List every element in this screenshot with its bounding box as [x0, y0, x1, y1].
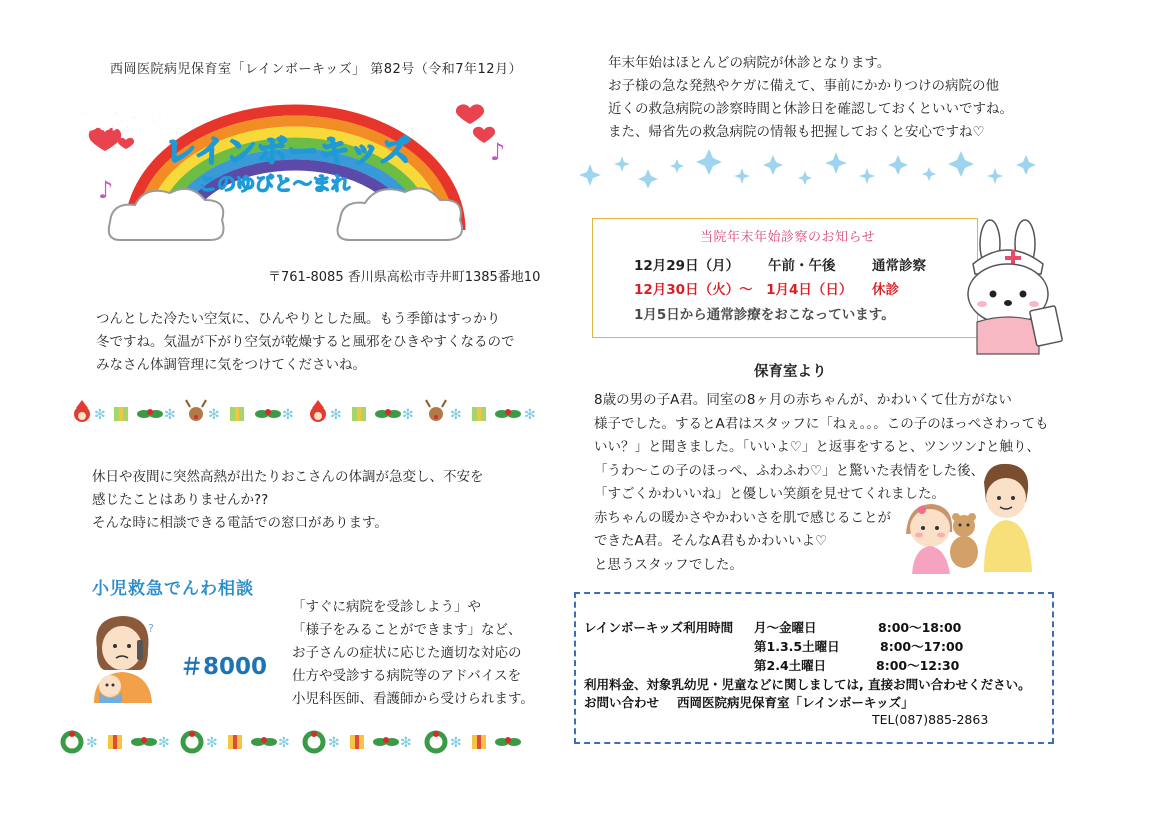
- notice-row2-status: 休診: [872, 282, 899, 298]
- hours-day-1: 月～金曜日: [754, 620, 817, 635]
- svg-text:✻: ✻: [86, 735, 98, 751]
- reindeer-icon: [186, 400, 206, 421]
- address: 〒761-8085 香川県高松市寺井町1385番地10: [268, 270, 541, 285]
- santa-icon: [74, 400, 90, 422]
- notice-row1-status: 通常診察: [872, 258, 926, 274]
- notice-row1-date: 12月29日（月）: [634, 258, 740, 274]
- tel-number: TEL(087)885-2863: [872, 712, 989, 727]
- story-line: 「すごくかわいいね」と優しい笑顔を見せてくれました。: [594, 486, 945, 502]
- story-line: いい？」と聞きました。「いいよ♡」と返事をすると、ツンツン♪と触り、: [594, 439, 1040, 455]
- hours-time-2: 8:00～17:00: [880, 639, 964, 654]
- svg-text:✻: ✻: [400, 735, 412, 751]
- wreath-garland: [60, 728, 540, 756]
- snowflake-icon: [164, 407, 176, 423]
- kyukyu-line: お子さんの症状に応じた適切な対応の: [292, 645, 522, 661]
- snowflake-icon: [158, 735, 170, 751]
- holiday-line: そんな時に相談できる電話での窓口があります。: [92, 515, 388, 531]
- wreath-icon: [183, 731, 201, 751]
- hours-label: レインボーキッズ利用時間: [584, 620, 734, 635]
- svg-text:✻: ✻: [402, 407, 414, 423]
- snowflake-icon: [450, 407, 462, 423]
- holly-icon: [495, 737, 521, 746]
- story-line: 様子でした。するとA君はスタッフに「ねぇ。。。この子のほっぺさわっても: [594, 415, 1049, 432]
- hoikushitsu-title: 保育室より: [754, 364, 827, 380]
- wreath-icon: [305, 731, 323, 751]
- contact-label: お問い合わせ: [584, 695, 660, 710]
- holly-icon: [131, 737, 157, 746]
- kyukyu-line: 仕方や受診する病院等のアドバイスを: [292, 668, 522, 684]
- kyukyu-paragraph: [292, 596, 542, 711]
- svg-text:♪: ♪: [98, 176, 114, 204]
- hours-time-3: 8:00～12:30: [876, 658, 960, 673]
- svg-text:?: ?: [148, 622, 154, 635]
- svg-text:✻: ✻: [158, 735, 170, 751]
- holly-icon: [375, 409, 401, 418]
- logo-small-text: 病児保育室: [70, 109, 170, 133]
- gift-icon: [228, 735, 242, 749]
- contact-name: 西岡医院病児保育室「レインボーキッズ」: [677, 695, 914, 710]
- nurse-bunny-icon: [955, 216, 1065, 356]
- kyukyu-line: 小児科医師、看護師から受けられます。: [292, 691, 534, 707]
- hours-day-3: 第2.4土曜日: [754, 658, 827, 673]
- reindeer-icon: [426, 400, 446, 421]
- kyukyu-line: 「すぐに病院を受診しよう」や: [292, 599, 481, 615]
- intro-line: つんとした冷たい空気に、ひんやりとした風。もう季節はすっかり: [96, 311, 501, 327]
- story-line: 赤ちゃんの暖かさやかわいさを肌で感じることが: [594, 509, 891, 526]
- holly-icon: [495, 409, 521, 418]
- sparkle-divider: [575, 148, 1055, 188]
- svg-text:✻: ✻: [282, 407, 294, 423]
- children-illustration: [900, 462, 1038, 574]
- number-8000: ＃8000: [180, 654, 268, 680]
- svg-text:✻: ✻: [330, 407, 342, 423]
- notice-row3: 1月5日から通常診療をおこなっています。: [634, 307, 895, 323]
- snowflake-icon: [450, 735, 462, 751]
- snowflake-icon: [94, 407, 106, 423]
- year-end-line: お子様の急な発熱やケガに備えて、事前にかかりつけの病院の他: [608, 78, 999, 94]
- intro-line: 冬ですね。気温が下がり空気が乾燥すると風邪をひきやすくなるので: [96, 334, 515, 350]
- snowflake-icon: [330, 407, 342, 423]
- svg-text:♪: ♪: [490, 138, 506, 166]
- svg-text:✻: ✻: [450, 735, 462, 751]
- snowflake-icon: [328, 735, 340, 751]
- gift-icon: [108, 735, 122, 749]
- svg-text:✻: ✻: [450, 407, 462, 423]
- wreath-icon: [63, 731, 81, 751]
- holiday-consult-paragraph: [92, 466, 552, 535]
- snowflake-icon: [206, 735, 218, 751]
- christmas-garland: [68, 398, 548, 426]
- gift-icon: [230, 407, 244, 421]
- svg-text:✻: ✻: [164, 407, 176, 423]
- svg-text:✻: ✻: [524, 407, 536, 423]
- svg-text:✻: ✻: [328, 735, 340, 751]
- gift-icon: [350, 735, 364, 749]
- snowflake-icon: [208, 407, 220, 423]
- logo-sub-text: このゆびと〜まれ: [198, 173, 351, 195]
- snowflake-icon: [402, 407, 414, 423]
- snowflake-icon: [86, 735, 98, 751]
- svg-text:✻: ✻: [206, 735, 218, 751]
- gift-icon: [472, 407, 486, 421]
- intro-paragraph: [96, 308, 556, 377]
- snowflake-icon: [278, 735, 290, 751]
- rainbow-logo: [60, 90, 530, 250]
- hours-day-2: 第1.3.5土曜日: [754, 639, 840, 654]
- snowflake-icon: [524, 407, 536, 423]
- notice-row1-time: 午前・午後: [768, 258, 836, 274]
- holiday-line: 休日や夜間に突然高熱が出たりおこさんの体調が急変し、不安を: [92, 469, 484, 485]
- snowflake-icon: [400, 735, 412, 751]
- year-end-paragraph: [608, 52, 1058, 144]
- story-line: 8歳の男の子A君。同室の8ヶ月の赤ちゃんが、かわいくて仕方がない: [594, 392, 1012, 408]
- story-line: と思うスタッフでした。: [594, 556, 743, 573]
- story-line: 「うわ～この子のほっぺ、ふわふわ♡」と驚いた表情をした後、: [594, 462, 985, 479]
- notice-row2-date: 12月30日（火）〜 1月4日（日）: [634, 282, 853, 298]
- holly-icon: [251, 737, 277, 746]
- kyukyu-title: 小児救急でんわ相談: [92, 579, 254, 599]
- svg-text:✻: ✻: [208, 407, 220, 423]
- issue-line: 西岡医院病児保育室「レインボーキッズ」 第82号（令和7年12月）: [110, 62, 523, 77]
- kyukyu-line: 「様子をみることができます」など、: [292, 622, 522, 638]
- intro-line: みなさん体調管理に気をつけてくださいね。: [96, 357, 366, 373]
- year-end-line: また、帰省先の救急病院の情報も把握しておくと安心ですね♡: [608, 124, 985, 140]
- fee-line: 利用料金、対象乳幼児・児童などに関しましては, 直接お問い合わせください。: [584, 677, 1031, 692]
- svg-text:✻: ✻: [94, 407, 106, 423]
- holly-icon: [373, 737, 399, 746]
- hours-time-1: 8:00～18:00: [878, 620, 962, 635]
- year-end-line: 年末年始はほとんどの病院が休診となります。: [608, 55, 891, 71]
- notice-title: 当院年末年始診察のお知らせ: [700, 230, 876, 245]
- year-end-line: 近くの救急病院の診察時間と休診日を確認しておくといいですね。: [608, 101, 1013, 117]
- logo-main-text: レインボーキッズ: [165, 134, 411, 170]
- story-line: できたA君。そんなA君もかわいいよ♡: [594, 533, 828, 549]
- snowflake-icon: [282, 407, 294, 423]
- holiday-line: 感じたことはありませんか??: [92, 492, 269, 508]
- svg-text:✻: ✻: [278, 735, 290, 751]
- gift-icon: [352, 407, 366, 421]
- santa-icon: [310, 400, 326, 422]
- mother-on-phone-icon: [82, 608, 167, 703]
- wreath-icon: [427, 731, 445, 751]
- holly-icon: [255, 409, 281, 418]
- gift-icon: [472, 735, 486, 749]
- gift-icon: [114, 407, 128, 421]
- holly-icon: [137, 409, 163, 418]
